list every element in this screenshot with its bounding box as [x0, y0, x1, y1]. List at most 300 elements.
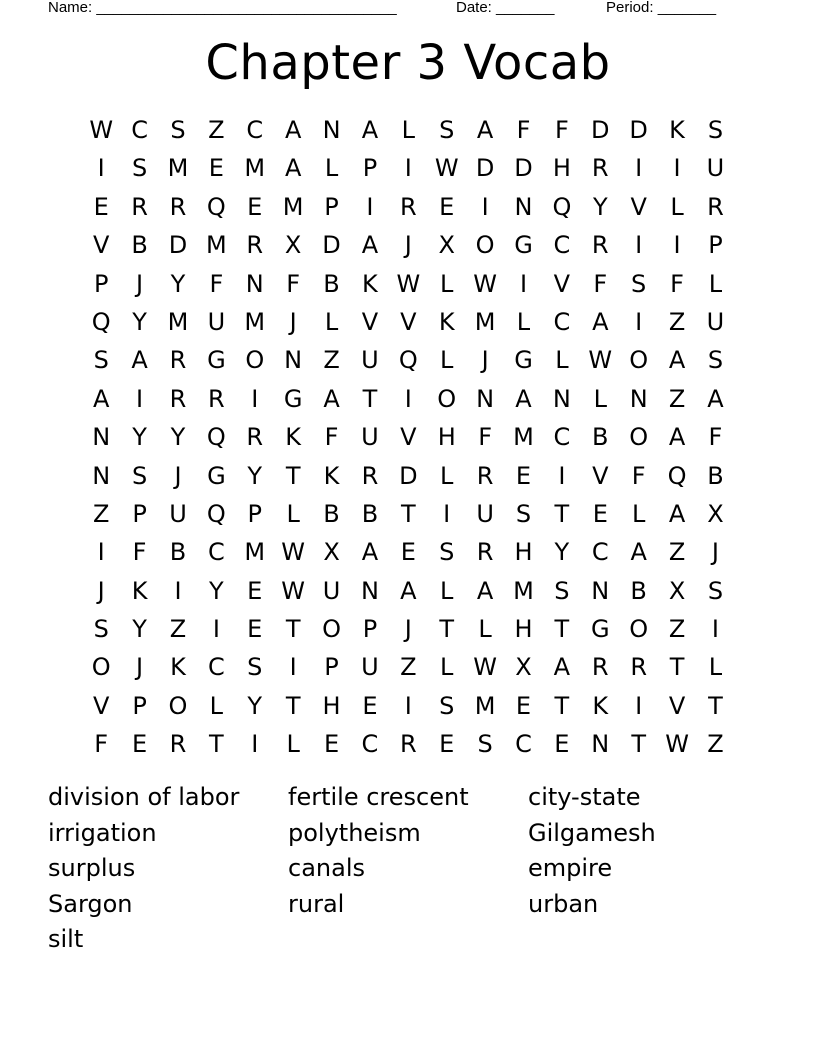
grid-letter: N [360, 576, 379, 605]
grid-letter: C [553, 423, 571, 452]
grid-letter: S [707, 116, 724, 144]
grid-letter: S [247, 653, 263, 682]
grid-letter: D [591, 116, 610, 144]
vocab-word: surplus [48, 854, 136, 882]
grid-letter: S [93, 615, 109, 644]
grid-letter: M [474, 691, 496, 720]
grid-letter: E [439, 730, 455, 759]
grid-letter: U [207, 307, 226, 336]
grid-letter: C [207, 653, 225, 682]
grid-letter: L [555, 346, 569, 375]
grid-letter: A [668, 423, 686, 452]
grid-letter: K [131, 576, 148, 605]
grid-letter: X [323, 538, 340, 567]
grid-letter: R [361, 461, 379, 490]
grid-letter: S [631, 269, 647, 298]
grid-letter: Z [668, 615, 686, 644]
grid-letter: Y [132, 307, 147, 336]
grid-letter: O [629, 423, 649, 452]
page-title: Chapter 3 Vocab [205, 35, 611, 91]
grid-letter: C [131, 116, 148, 144]
grid-row [82, 648, 735, 686]
grid-letter: G [283, 384, 303, 413]
grid-letter: V [630, 192, 647, 221]
grid-letter: S [170, 116, 186, 144]
grid-letter: I [635, 154, 643, 183]
grid-letter: R [591, 231, 609, 260]
grid-letter: A [515, 384, 532, 413]
grid-letter: A [361, 231, 379, 260]
grid-letter: P [324, 653, 339, 682]
grid-letter: C [591, 538, 609, 567]
grid-letter: X [668, 576, 686, 605]
grid-row [82, 226, 735, 264]
grid-letter: Z [208, 116, 225, 144]
grid-letter: Q [667, 461, 687, 490]
grid-letter: L [324, 154, 339, 183]
word-list-row [48, 780, 768, 816]
grid-letter: A [476, 576, 494, 605]
grid-letter: L [286, 499, 300, 528]
grid-letter: R [630, 653, 647, 682]
grid-letter: N [514, 192, 533, 221]
grid-letter: O [437, 384, 457, 413]
grid-letter: W [396, 269, 421, 298]
grid-letter: L [440, 653, 454, 682]
grid-letter: C [361, 730, 379, 759]
grid-letter: P [362, 154, 378, 183]
grid-letter: J [289, 307, 297, 336]
grid-letter: E [247, 615, 263, 644]
grid-letter: Y [132, 423, 147, 452]
grid-letter: O [629, 615, 649, 644]
grid-letter: U [476, 499, 494, 528]
grid-letter: R [399, 192, 417, 221]
grid-letter: X [438, 231, 455, 260]
grid-letter: R [246, 231, 264, 260]
grid-letter: A [323, 384, 340, 413]
grid-letter: E [323, 730, 340, 759]
grid-letter: F [209, 269, 224, 298]
grid-letter: N [284, 346, 303, 375]
grid-letter: K [438, 307, 455, 336]
vocab-word: rural [288, 889, 345, 918]
grid-letter: I [443, 499, 451, 528]
grid-letter: B [131, 231, 148, 260]
grid-letter: H [322, 691, 341, 720]
grid-letter: D [629, 116, 648, 144]
grid-letter: S [515, 499, 532, 528]
grid-row [82, 572, 735, 610]
grid-letter: H [552, 154, 571, 183]
grid-letter: Y [132, 615, 147, 644]
grid-letter: R [131, 192, 148, 221]
grid-letter: W [665, 730, 689, 759]
grid-letter: D [475, 154, 495, 183]
grid-letter: F [132, 538, 147, 567]
grid-letter: I [97, 538, 105, 567]
grid-letter: R [591, 154, 609, 183]
grid-row [82, 725, 735, 763]
grid-letter: K [170, 653, 186, 682]
grid-letter: I [635, 307, 643, 336]
grid-letter: J [136, 653, 144, 682]
grid-letter: T [285, 691, 301, 720]
grid-letter: G [590, 615, 610, 644]
grid-letter: Q [552, 192, 572, 221]
grid-letter: I [97, 154, 105, 183]
grid-letter: Y [247, 691, 263, 720]
grid-letter: L [593, 384, 607, 413]
grid-letter: R [476, 538, 494, 567]
grid-letter: L [401, 116, 415, 144]
grid-letter: E [93, 192, 109, 221]
grid-letter: O [322, 615, 341, 644]
grid-letter: Y [592, 192, 608, 221]
grid-letter: K [362, 269, 378, 298]
grid-letter: E [515, 691, 532, 720]
grid-letter: E [247, 576, 263, 605]
grid-row [82, 687, 735, 725]
date-field-label: Date: _______ [456, 0, 555, 16]
vocab-word: polytheism [288, 818, 421, 847]
grid-letter: Y [554, 538, 570, 567]
word-list-row [48, 887, 768, 923]
grid-letter: L [516, 307, 531, 336]
grid-letter: J [136, 269, 144, 298]
grid-letter: F [670, 269, 684, 298]
grid-letter: N [629, 384, 648, 413]
grid-letter: G [207, 346, 226, 375]
grid-letter: M [244, 154, 266, 183]
grid-letter: L [708, 269, 723, 298]
grid-letter: U [361, 423, 379, 452]
grid-letter: W [473, 269, 497, 298]
vocab-word: city-state [528, 783, 641, 811]
grid-letter: B [323, 499, 340, 528]
word-list-row [48, 816, 768, 852]
grid-letter: U [706, 154, 725, 183]
grid-row [82, 380, 735, 418]
grid-letter: J [481, 346, 489, 375]
grid-letter: V [553, 269, 571, 298]
grid-letter: B [707, 461, 724, 490]
grid-letter: G [207, 461, 226, 490]
grid-letter: H [514, 538, 533, 567]
grid-letter: E [592, 499, 608, 528]
grid-letter: Y [247, 461, 263, 490]
grid-letter: L [440, 461, 454, 490]
grid-letter: O [168, 691, 188, 720]
vocab-word: fertile crescent [288, 783, 469, 811]
grid-letter: M [474, 307, 496, 336]
grid-letter: W [281, 576, 306, 605]
word-list-row [48, 851, 768, 887]
grid-letter: I [136, 384, 144, 413]
grid-letter: L [708, 653, 723, 682]
grid-letter: O [629, 346, 649, 375]
vocab-word: silt [48, 925, 84, 953]
grid-letter: M [513, 576, 534, 605]
grid-letter: A [284, 116, 302, 144]
grid-letter: Z [400, 653, 417, 682]
grid-letter: J [711, 538, 719, 567]
grid-letter: D [168, 231, 188, 260]
grid-letter: G [514, 346, 533, 375]
grid-letter: V [92, 231, 110, 260]
grid-letter: Q [91, 307, 111, 336]
grid-letter: Y [170, 423, 186, 452]
grid-letter: F [94, 730, 109, 759]
grid-letter: N [591, 576, 610, 605]
grid-letter: P [362, 615, 378, 644]
grid-letter: U [361, 653, 379, 682]
grid-letter: K [669, 116, 685, 144]
grid-letter: A [361, 116, 379, 144]
grid-row [82, 111, 735, 149]
grid-letter: W [473, 653, 497, 682]
grid-letter: A [630, 538, 647, 567]
grid-letter: Z [668, 538, 686, 567]
grid-letter: I [404, 154, 412, 183]
grid-letter: F [631, 461, 646, 490]
grid-letter: P [324, 192, 339, 221]
grid-row [82, 341, 735, 379]
grid-letter: K [592, 691, 609, 720]
grid-letter: S [707, 576, 724, 605]
grid-letter: E [208, 154, 224, 183]
grid-letter: I [635, 231, 643, 260]
grid-letter: A [361, 538, 379, 567]
grid-letter: B [169, 538, 187, 567]
grid-letter: N [552, 384, 571, 413]
grid-letter: S [439, 538, 455, 567]
grid-letter: W [434, 154, 459, 183]
grid-letter: M [244, 538, 266, 567]
vocab-word: Sargon [48, 889, 133, 918]
grid-letter: F [286, 269, 301, 298]
grid-letter: P [132, 691, 147, 720]
grid-letter: A [668, 346, 686, 375]
grid-letter: J [174, 461, 182, 490]
grid-letter: Z [707, 730, 724, 759]
grid-letter: S [131, 461, 148, 490]
grid-letter: C [553, 307, 571, 336]
grid-letter: V [400, 423, 417, 452]
grid-letter: I [673, 231, 681, 260]
grid-letter: S [477, 730, 493, 759]
grid-letter: D [322, 231, 341, 260]
grid-row [82, 610, 735, 648]
grid-letter: O [245, 346, 265, 375]
grid-row [82, 533, 735, 571]
grid-letter: V [400, 307, 417, 336]
grid-letter: B [361, 499, 379, 528]
student-info-header [48, 0, 748, 18]
grid-letter: T [554, 615, 570, 644]
grid-letter: E [554, 730, 570, 759]
grid-letter: A [476, 116, 494, 144]
grid-letter: R [707, 192, 724, 221]
grid-row [82, 418, 735, 456]
grid-letter: A [553, 653, 571, 682]
grid-letter: C [553, 231, 571, 260]
grid-letter: Y [170, 269, 186, 298]
word-list [48, 780, 768, 958]
grid-letter: T [209, 730, 224, 759]
vocab-word: Gilgamesh [528, 818, 656, 847]
grid-letter: S [554, 576, 570, 605]
grid-letter: C [246, 116, 264, 144]
grid-letter: G [514, 231, 533, 260]
grid-letter: F [516, 116, 531, 144]
grid-letter: N [245, 269, 264, 298]
vocab-word: division of labor [48, 783, 240, 811]
grid-letter: S [439, 691, 455, 720]
grid-letter: T [439, 615, 455, 644]
grid-letter: E [400, 538, 416, 567]
grid-letter: Q [206, 192, 226, 221]
grid-letter: B [592, 423, 609, 452]
grid-letter: R [476, 461, 494, 490]
grid-letter: J [404, 615, 412, 644]
grid-letter: Z [323, 346, 340, 375]
grid-letter: E [247, 192, 263, 221]
grid-letter: T [400, 499, 416, 528]
grid-letter: P [93, 269, 109, 298]
grid-letter: R [399, 730, 417, 759]
grid-letter: W [89, 116, 114, 144]
grid-letter: N [322, 116, 341, 144]
grid-letter: S [707, 346, 724, 375]
grid-letter: N [591, 730, 610, 759]
grid-letter: Z [668, 384, 686, 413]
grid-letter: S [93, 346, 109, 375]
grid-letter: T [631, 730, 646, 759]
grid-letter: T [285, 461, 301, 490]
vocab-word: empire [528, 854, 613, 882]
grid-letter: C [515, 730, 532, 759]
grid-letter: I [673, 154, 681, 183]
grid-letter: Z [92, 499, 110, 528]
grid-letter: N [92, 461, 111, 490]
grid-letter: Z [668, 307, 686, 336]
period-field-label: Period: _______ [606, 0, 717, 16]
grid-letter: D [399, 461, 418, 490]
word-list-row [48, 922, 768, 958]
grid-letter: F [554, 116, 569, 144]
grid-letter: H [437, 423, 456, 452]
grid-letter: X [284, 231, 302, 260]
grid-letter: E [515, 461, 532, 490]
grid-letter: I [519, 269, 528, 298]
grid-letter: H [514, 615, 533, 644]
grid-letter: K [285, 423, 302, 452]
grid-letter: M [167, 154, 189, 183]
grid-letter: A [92, 384, 110, 413]
grid-letter: V [92, 691, 110, 720]
grid-letter: I [404, 691, 412, 720]
grid-letter: I [711, 615, 719, 644]
grid-letter: R [169, 384, 187, 413]
grid-letter: K [323, 461, 340, 490]
vocab-word: irrigation [48, 818, 157, 847]
grid-letter: F [324, 423, 339, 452]
grid-letter: L [440, 269, 454, 298]
grid-letter: R [208, 384, 225, 413]
grid-letter: F [478, 423, 492, 452]
grid-letter: V [361, 307, 379, 336]
grid-letter: T [669, 653, 685, 682]
grid-letter: W [281, 538, 306, 567]
grid-letter: L [440, 576, 454, 605]
grid-letter: J [404, 231, 412, 260]
grid-letter: L [324, 307, 339, 336]
grid-letter: B [323, 269, 340, 298]
grid-letter: C [207, 538, 225, 567]
grid-letter: V [592, 461, 609, 490]
grid-letter: L [286, 730, 300, 759]
grid-letter: T [554, 499, 570, 528]
grid-letter: X [707, 499, 724, 528]
grid-letter: E [362, 691, 378, 720]
grid-row [82, 265, 735, 303]
grid-letter: U [706, 307, 725, 336]
grid-letter: J [97, 576, 105, 605]
grid-letter: P [247, 499, 262, 528]
grid-letter: R [246, 423, 264, 452]
grid-letter: T [708, 691, 723, 720]
grid-letter: M [513, 423, 534, 452]
grid-letter: I [289, 653, 297, 682]
grid-letter: W [588, 346, 613, 375]
grid-letter: I [366, 192, 374, 221]
grid-letter: E [439, 192, 455, 221]
grid-letter: T [362, 384, 378, 413]
grid-letter: T [285, 615, 301, 644]
grid-letter: F [708, 423, 723, 452]
grid-letter: L [209, 691, 224, 720]
grid-letter: A [284, 154, 302, 183]
grid-letter: I [558, 461, 566, 490]
grid-letter: P [132, 499, 147, 528]
grid-letter: I [251, 730, 259, 759]
grid-letter: M [282, 192, 304, 221]
grid-letter: Z [169, 615, 187, 644]
grid-letter: R [169, 730, 187, 759]
grid-letter: M [244, 307, 266, 336]
grid-letter: A [707, 384, 724, 413]
name-field-label: Name: ____________________________________ [48, 0, 397, 16]
grid-letter: I [404, 384, 412, 413]
grid-letter: A [400, 576, 417, 605]
grid-letter: U [322, 576, 341, 605]
grid-row [82, 303, 735, 341]
vocab-word: urban [528, 889, 599, 918]
grid-letter: I [212, 615, 220, 644]
grid-letter: S [439, 116, 455, 144]
word-search-grid [82, 111, 735, 764]
grid-row [82, 495, 735, 533]
vocab-word: canals [288, 854, 365, 882]
grid-letter: A [668, 499, 686, 528]
grid-letter: U [361, 346, 379, 375]
grid-letter: R [169, 346, 187, 375]
grid-letter: D [514, 154, 533, 183]
grid-letter: I [251, 384, 259, 413]
grid-letter: B [630, 576, 647, 605]
grid-letter: L [631, 499, 646, 528]
